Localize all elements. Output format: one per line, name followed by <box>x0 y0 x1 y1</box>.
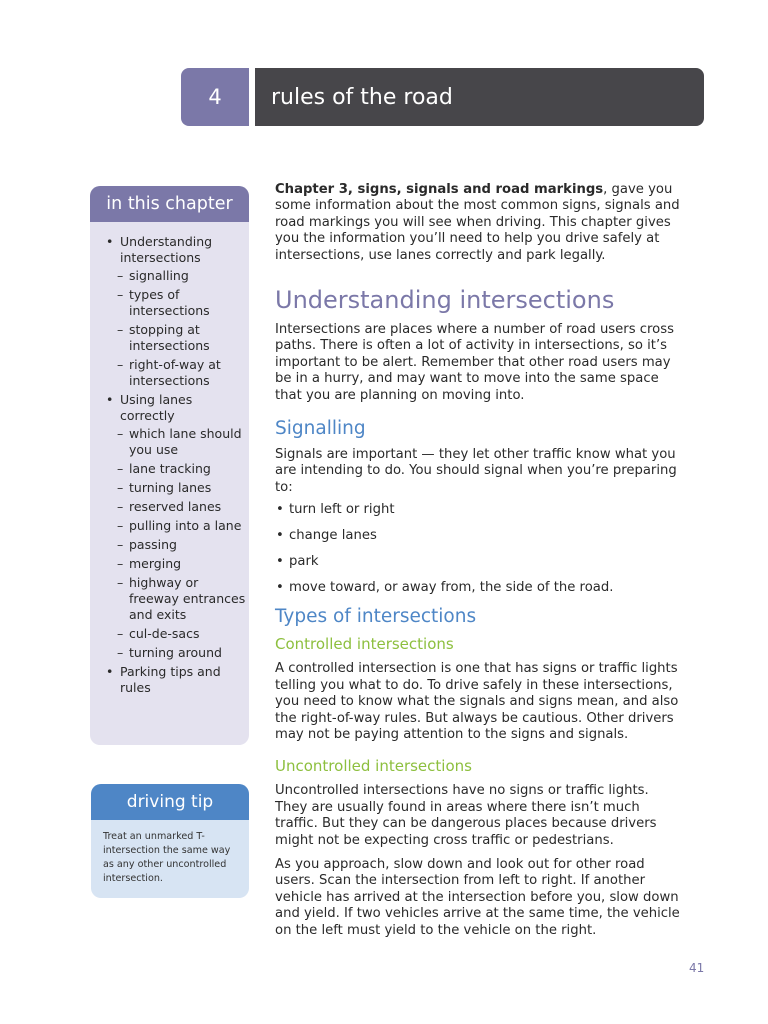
toc-item: – turning lanes <box>105 480 249 496</box>
chapter-number: 4 <box>181 68 249 126</box>
uncontrolled-paragraph-2: As you approach, slow down and look out for other road users. Scan the intersection from left to right. If another vehicle has arrived at the intersection before you, slow down and yield. If two vehicles arrive at the same time, the vehicle on the left must yield to the vehicle on the right. <box>275 856 680 938</box>
in-this-chapter-box <box>90 186 249 745</box>
toc-section <box>90 664 249 696</box>
list-item: • turn left or right <box>275 502 685 518</box>
list-item: • change lanes <box>275 528 685 544</box>
toc-item: – which lane should you use <box>105 426 249 458</box>
signal-bullet-list <box>275 502 685 596</box>
driving-tip-text: Treat an unmarked T-intersection the same way as any other uncontrolled intersection. <box>103 831 231 884</box>
intro-paragraph <box>275 182 685 264</box>
toc-section <box>90 392 249 661</box>
understanding-paragraph: Intersections are places where a number of road users cross paths. There is often a lot of activity in intersections, so it’s important to be alert. Remember that other road users may be in a hurry, and may want to move into the same space that you are planning on moving into. <box>275 322 674 403</box>
list-item: • park <box>275 554 685 570</box>
toc-item: – lane tracking <box>105 461 249 477</box>
intro-text: , gave you some information about the most common signs, signals and road markings you will see when driving. This chapter gives you the information you’ll need to help you drive safely at intersections, use lanes correctly and park legally. <box>275 182 680 263</box>
toc-item: – reserved lanes <box>105 499 249 515</box>
heading-types-of-intersections: Types of intersections <box>275 606 477 628</box>
heading-uncontrolled-intersections: Uncontrolled intersections <box>275 757 472 776</box>
toc-item: – pulling into a lane <box>105 518 249 534</box>
toc-section <box>90 234 249 389</box>
heading-controlled-intersections: Controlled intersections <box>275 635 454 654</box>
toc-section-label: Parking tips and rules <box>120 664 221 695</box>
list-item: • move toward, or away from, the side of the road. <box>275 580 685 596</box>
toc-item: – signalling <box>105 268 249 284</box>
controlled-paragraph: A controlled intersection is one that has signs or traffic lights telling you what to do. To drive safely in these intersections, you need to know what the signals and signs mean, and also the right-of-way rules. But always be cautious. Other drivers may not be paying attention to the signs and signals. <box>275 661 679 742</box>
in-this-chapter-title: in this chapter <box>90 186 249 222</box>
chapter-title: rules of the road <box>255 68 704 126</box>
intro-bold: Chapter 3, signs, signals and road markings <box>275 182 604 197</box>
page-number: 41 <box>689 961 705 975</box>
toc-item: – types of intersections <box>105 287 249 319</box>
toc-item: – merging <box>105 556 249 572</box>
toc-section-label: Using lanes correctly <box>120 392 193 423</box>
toc-item: – right-of-way at intersections <box>105 357 249 389</box>
heading-signalling: Signalling <box>275 418 366 440</box>
chapter-contents-list <box>90 222 249 696</box>
driving-tip-title: driving tip <box>91 784 249 820</box>
toc-item: – stopping at intersections <box>105 322 249 354</box>
toc-item: – turning around <box>105 645 249 661</box>
toc-item: – highway or freeway entrances and exits <box>105 575 249 623</box>
signalling-paragraph: Signals are important — they let other traffic know what you are intending to do. You should signal when you’re preparing to: <box>275 447 677 495</box>
toc-section-label: Understanding intersections <box>120 234 213 265</box>
driving-tip-box <box>91 784 249 898</box>
toc-item: – passing <box>105 537 249 553</box>
main-content <box>275 182 685 939</box>
uncontrolled-paragraph-1: Uncontrolled intersections have no signs or traffic lights. They are usually found in areas where there isn’t much traffic. But they can be dangerous places because drivers might not be expecting cross traffic or pedestrians. <box>275 783 657 848</box>
toc-item: – cul-de-sacs <box>105 626 249 642</box>
heading-understanding-intersections: Understanding intersections <box>275 286 615 315</box>
